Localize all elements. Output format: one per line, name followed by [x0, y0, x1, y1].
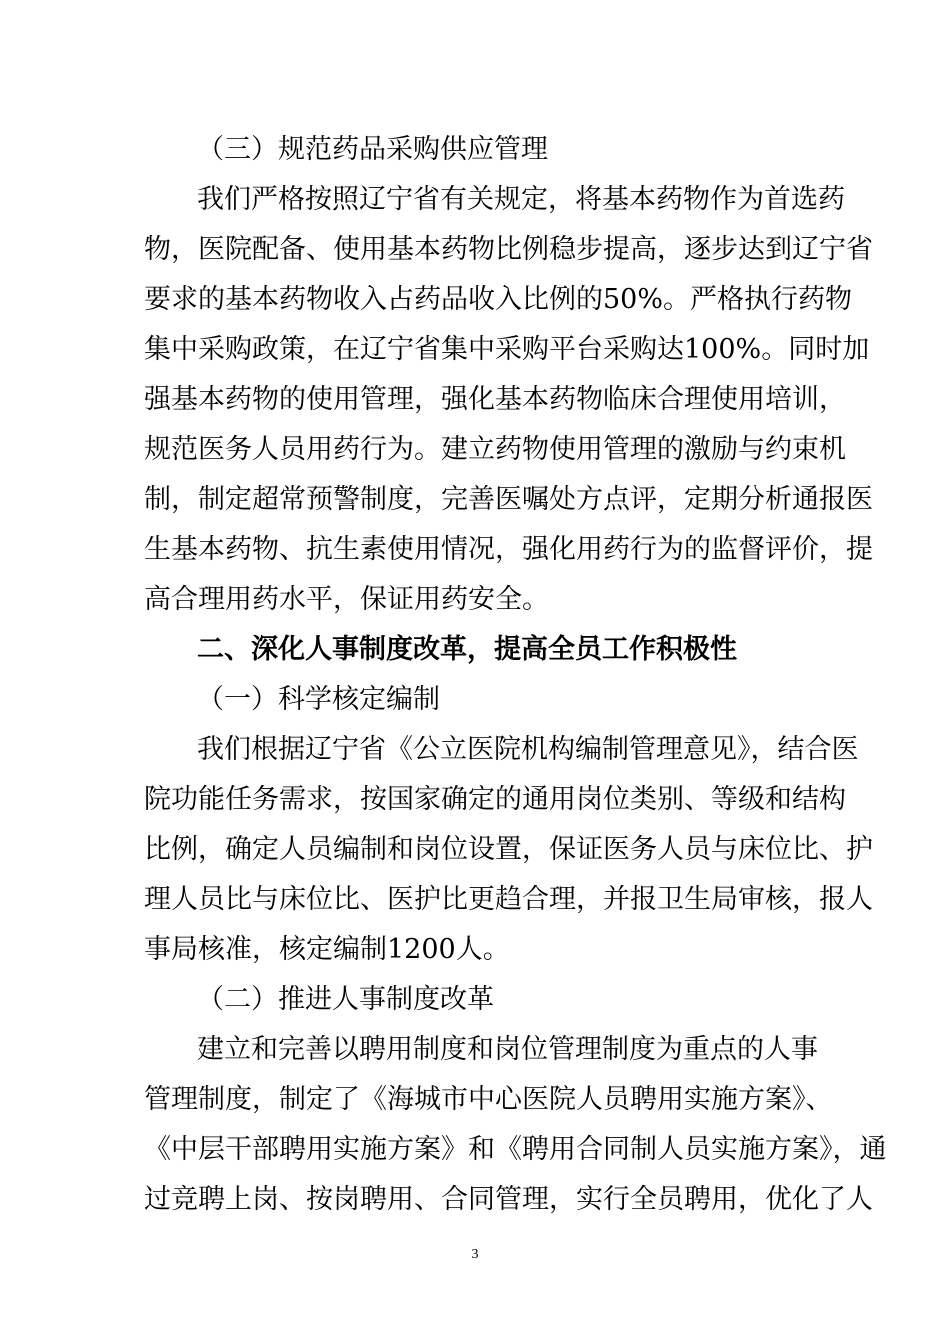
- paragraph-line: 《中层干部聘用实施方案》和《聘用合同制人员实施方案》，通: [144, 1134, 887, 1165]
- paragraph-line: 制，制定超常预警制度，完善医嘱处方点评，定期分析通报医: [144, 484, 873, 515]
- paragraph-line: 院功能任务需求，按国家确定的通用岗位类别、等级和结构: [144, 784, 846, 815]
- subsection-heading-3: （三）规范药品采购供应管理: [197, 134, 548, 165]
- paragraph-line: 集中采购政策，在辽宁省集中采购平台采购达100%。同时加: [144, 334, 870, 365]
- section-heading-2: 二、深化人事制度改革，提高全员工作积极性: [197, 634, 737, 665]
- paragraph-line: 过竞聘上岗、按岗聘用、合同管理，实行全员聘用，优化了人: [144, 1184, 873, 1215]
- subsection-heading-1: （一）科学核定编制: [197, 684, 440, 715]
- paragraph-line: 事局核准，核定编制1200人。: [144, 934, 510, 965]
- paragraph-line: 我们严格按照辽宁省有关规定，将基本药物作为首选药: [197, 184, 845, 215]
- paragraph-line: 强基本药物的使用管理，强化基本药物临床合理使用培训，: [144, 384, 846, 415]
- subsection-heading-2: （二）推进人事制度改革: [197, 984, 494, 1015]
- paragraph-line: 要求的基本药物收入占药品收入比例的50%。严格执行药物: [144, 284, 853, 315]
- paragraph-line: 理人员比与床位比、医护比更趋合理，并报卫生局审核，报人: [144, 884, 873, 915]
- paragraph-line: 规范医务人员用药行为。建立药物使用管理的激励与约束机: [144, 434, 846, 465]
- paragraph-line: 建立和完善以聘用制度和岗位管理制度为重点的人事: [197, 1034, 818, 1065]
- paragraph-line: 管理制度，制定了《海城市中心医院人员聘用实施方案》、: [144, 1084, 833, 1115]
- paragraph-line: 生基本药物、抗生素使用情况，强化用药行为的监督评价，提: [144, 534, 873, 565]
- paragraph-line: 比例，确定人员编制和岗位设置，保证医务人员与床位比、护: [144, 834, 873, 865]
- paragraph-line: 物，医院配备、使用基本药物比例稳步提高，逐步达到辽宁省: [144, 234, 873, 265]
- paragraph-line: 高合理用药水平，保证用药安全。: [144, 584, 549, 615]
- page-number: 3: [471, 1247, 479, 1262]
- paragraph-line: 我们根据辽宁省《公立医院机构编制管理意见》，结合医: [197, 734, 859, 765]
